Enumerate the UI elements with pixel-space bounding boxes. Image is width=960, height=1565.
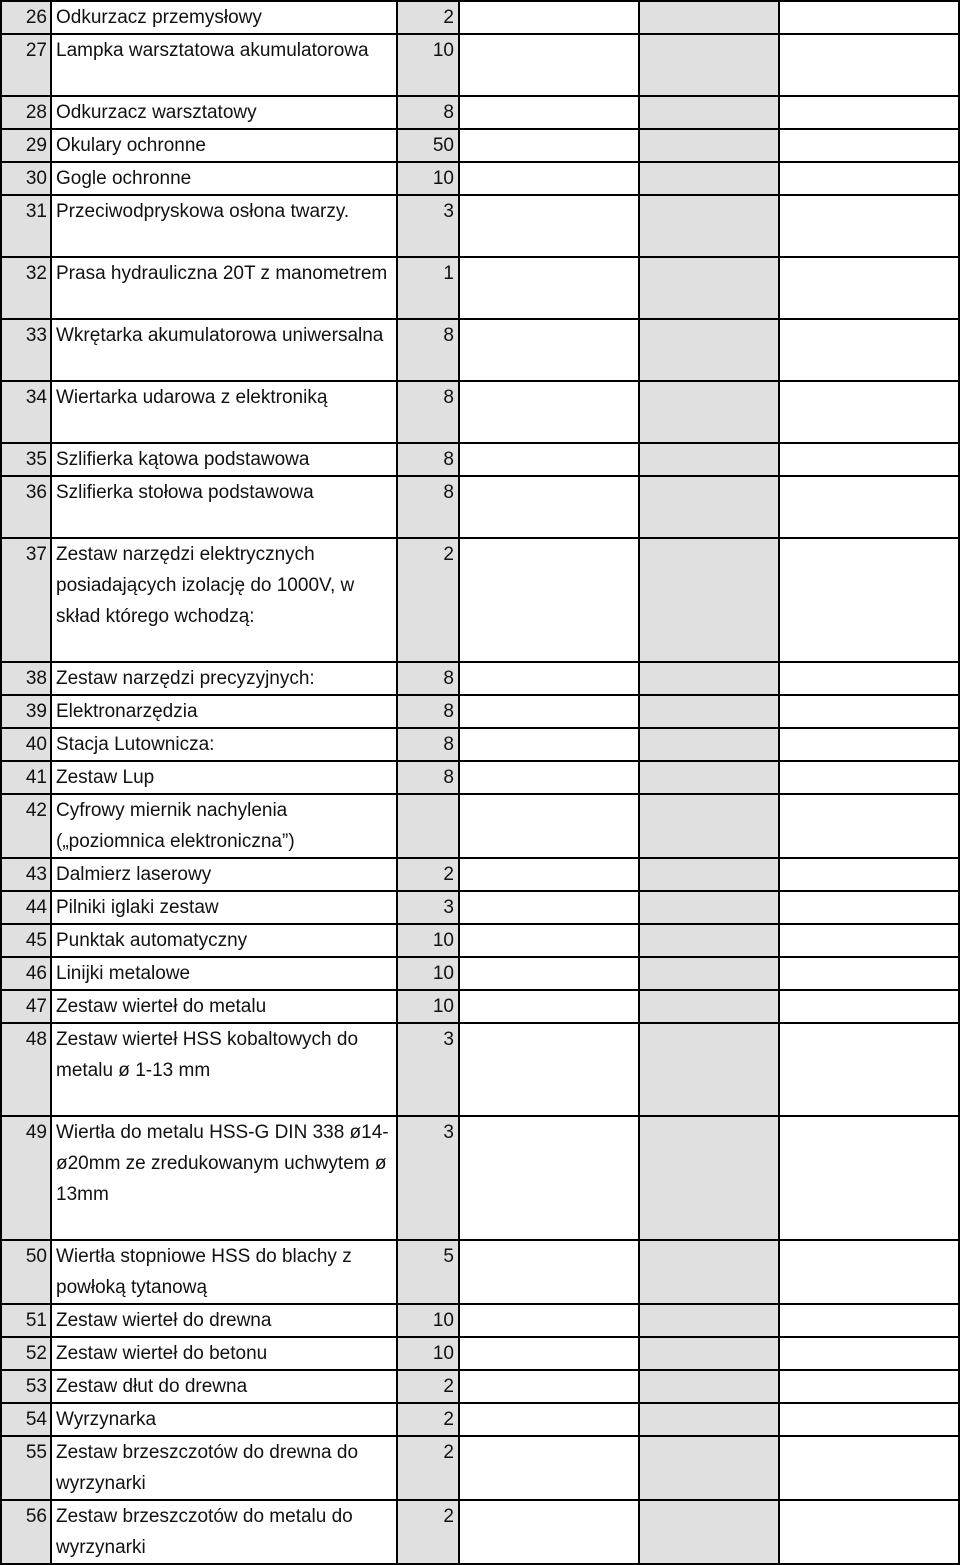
empty-cell bbox=[779, 257, 959, 319]
row-number-cell: 31 bbox=[1, 195, 51, 257]
row-number-cell: 29 bbox=[1, 129, 51, 162]
item-name-cell: Zestaw Lup bbox=[51, 761, 397, 794]
empty-cell bbox=[459, 761, 639, 794]
empty-cell bbox=[459, 1500, 639, 1564]
empty-cell bbox=[459, 96, 639, 129]
empty-cell bbox=[639, 443, 779, 476]
quantity-cell: 8 bbox=[397, 96, 459, 129]
row-number-cell: 47 bbox=[1, 990, 51, 1023]
table-row bbox=[1, 695, 959, 728]
item-name-cell: Okulary ochronne bbox=[51, 129, 397, 162]
empty-cell bbox=[459, 1304, 639, 1337]
empty-cell bbox=[639, 162, 779, 195]
row-number-cell: 46 bbox=[1, 957, 51, 990]
row-number-cell: 38 bbox=[1, 662, 51, 695]
quantity-cell: 8 bbox=[397, 319, 459, 381]
empty-cell bbox=[459, 129, 639, 162]
empty-cell bbox=[639, 1370, 779, 1403]
quantity-cell: 2 bbox=[397, 1403, 459, 1436]
table-row bbox=[1, 662, 959, 695]
quantity-cell: 3 bbox=[397, 891, 459, 924]
row-number-cell: 43 bbox=[1, 858, 51, 891]
empty-cell bbox=[639, 858, 779, 891]
row-number-cell: 28 bbox=[1, 96, 51, 129]
empty-cell bbox=[459, 381, 639, 443]
quantity-cell: 8 bbox=[397, 381, 459, 443]
empty-cell bbox=[639, 1, 779, 34]
quantity-cell: 2 bbox=[397, 858, 459, 891]
quantity-cell: 10 bbox=[397, 990, 459, 1023]
empty-cell bbox=[639, 1403, 779, 1436]
empty-cell bbox=[459, 662, 639, 695]
empty-cell bbox=[779, 1240, 959, 1304]
empty-cell bbox=[779, 957, 959, 990]
item-name-cell: Wiertła do metalu HSS-G DIN 338 ø14-ø20mm ze zredukowanym uchwytem ø 13mm bbox=[51, 1116, 397, 1240]
empty-cell bbox=[779, 538, 959, 662]
quantity-cell: 10 bbox=[397, 957, 459, 990]
empty-cell bbox=[779, 1, 959, 34]
item-name-cell: Odkurzacz warsztatowy bbox=[51, 96, 397, 129]
table-row bbox=[1, 257, 959, 319]
empty-cell bbox=[779, 319, 959, 381]
item-name-cell: Wiertarka udarowa z elektroniką bbox=[51, 381, 397, 443]
empty-cell bbox=[639, 1023, 779, 1116]
empty-cell bbox=[639, 1116, 779, 1240]
empty-cell bbox=[639, 1436, 779, 1500]
table-row bbox=[1, 1500, 959, 1564]
item-name-cell: Prasa hydrauliczna 20T z manometrem bbox=[51, 257, 397, 319]
table-row bbox=[1, 319, 959, 381]
item-name-cell: Gogle ochronne bbox=[51, 162, 397, 195]
empty-cell bbox=[459, 1337, 639, 1370]
quantity-cell: 10 bbox=[397, 1337, 459, 1370]
empty-cell bbox=[779, 1023, 959, 1116]
row-number-cell: 51 bbox=[1, 1304, 51, 1337]
empty-cell bbox=[639, 381, 779, 443]
empty-cell bbox=[459, 924, 639, 957]
empty-cell bbox=[459, 1403, 639, 1436]
item-name-cell: Odkurzacz przemysłowy bbox=[51, 1, 397, 34]
empty-cell bbox=[459, 858, 639, 891]
empty-cell bbox=[459, 1023, 639, 1116]
row-number-cell: 32 bbox=[1, 257, 51, 319]
empty-cell bbox=[639, 1304, 779, 1337]
empty-cell bbox=[639, 34, 779, 96]
item-name-cell: Zestaw wierteł do betonu bbox=[51, 1337, 397, 1370]
item-name-cell: Stacja Lutownicza: bbox=[51, 728, 397, 761]
row-number-cell: 54 bbox=[1, 1403, 51, 1436]
item-name-cell: Zestaw dłut do drewna bbox=[51, 1370, 397, 1403]
quantity-cell: 8 bbox=[397, 761, 459, 794]
row-number-cell: 45 bbox=[1, 924, 51, 957]
empty-cell bbox=[459, 195, 639, 257]
empty-cell bbox=[459, 319, 639, 381]
item-name-cell: Pilniki iglaki zestaw bbox=[51, 891, 397, 924]
empty-cell bbox=[639, 1500, 779, 1564]
empty-cell bbox=[459, 990, 639, 1023]
empty-cell bbox=[459, 957, 639, 990]
table-row bbox=[1, 1116, 959, 1240]
table-row bbox=[1, 476, 959, 538]
table-row bbox=[1, 794, 959, 858]
item-name-cell: Zestaw wierteł do metalu bbox=[51, 990, 397, 1023]
table-row bbox=[1, 34, 959, 96]
empty-cell bbox=[639, 319, 779, 381]
item-name-cell: Szlifierka stołowa podstawowa bbox=[51, 476, 397, 538]
table-row bbox=[1, 96, 959, 129]
item-name-cell: Zestaw brzeszczotów do metalu do wyrzynarki bbox=[51, 1500, 397, 1564]
table-row bbox=[1, 129, 959, 162]
quantity-cell: 2 bbox=[397, 538, 459, 662]
table-row bbox=[1, 957, 959, 990]
empty-cell bbox=[779, 129, 959, 162]
empty-cell bbox=[639, 129, 779, 162]
empty-cell bbox=[459, 1370, 639, 1403]
item-name-cell: Przeciwodpryskowa osłona twarzy. bbox=[51, 195, 397, 257]
item-name-cell: Wkrętarka akumulatorowa uniwersalna bbox=[51, 319, 397, 381]
empty-cell bbox=[779, 761, 959, 794]
empty-cell bbox=[779, 1403, 959, 1436]
empty-cell bbox=[779, 1304, 959, 1337]
quantity-cell: 1 bbox=[397, 257, 459, 319]
row-number-cell: 34 bbox=[1, 381, 51, 443]
empty-cell bbox=[639, 476, 779, 538]
quantity-cell: 5 bbox=[397, 1240, 459, 1304]
row-number-cell: 35 bbox=[1, 443, 51, 476]
empty-cell bbox=[779, 695, 959, 728]
empty-cell bbox=[639, 695, 779, 728]
quantity-cell: 10 bbox=[397, 34, 459, 96]
row-number-cell: 50 bbox=[1, 1240, 51, 1304]
row-number-cell: 26 bbox=[1, 1, 51, 34]
row-number-cell: 42 bbox=[1, 794, 51, 858]
empty-cell bbox=[639, 794, 779, 858]
quantity-cell: 3 bbox=[397, 1023, 459, 1116]
empty-cell bbox=[779, 195, 959, 257]
item-name-cell: Szlifierka kątowa podstawowa bbox=[51, 443, 397, 476]
empty-cell bbox=[459, 695, 639, 728]
item-name-cell: Zestaw wierteł HSS kobaltowych do metalu ø 1-13 mm bbox=[51, 1023, 397, 1116]
empty-cell bbox=[779, 662, 959, 695]
table-row bbox=[1, 1304, 959, 1337]
row-number-cell: 30 bbox=[1, 162, 51, 195]
empty-cell bbox=[459, 794, 639, 858]
empty-cell bbox=[459, 257, 639, 319]
empty-cell bbox=[639, 96, 779, 129]
quantity-cell: 50 bbox=[397, 129, 459, 162]
empty-cell bbox=[639, 1337, 779, 1370]
item-name-cell: Zestaw wierteł do drewna bbox=[51, 1304, 397, 1337]
row-number-cell: 33 bbox=[1, 319, 51, 381]
item-name-cell: Cyfrowy miernik nachylenia („poziomnica elektroniczna”) bbox=[51, 794, 397, 858]
table-row bbox=[1, 1436, 959, 1500]
quantity-cell: 8 bbox=[397, 443, 459, 476]
quantity-cell: 2 bbox=[397, 1436, 459, 1500]
empty-cell bbox=[459, 728, 639, 761]
row-number-cell: 55 bbox=[1, 1436, 51, 1500]
empty-cell bbox=[459, 443, 639, 476]
table-row bbox=[1, 538, 959, 662]
quantity-cell: 10 bbox=[397, 924, 459, 957]
row-number-cell: 52 bbox=[1, 1337, 51, 1370]
empty-cell bbox=[779, 794, 959, 858]
table-row bbox=[1, 924, 959, 957]
quantity-cell: 2 bbox=[397, 1, 459, 34]
empty-cell bbox=[639, 195, 779, 257]
empty-cell bbox=[779, 476, 959, 538]
empty-cell bbox=[459, 891, 639, 924]
empty-cell bbox=[639, 662, 779, 695]
quantity-cell: 8 bbox=[397, 662, 459, 695]
empty-cell bbox=[459, 34, 639, 96]
table-row bbox=[1, 195, 959, 257]
empty-cell bbox=[779, 443, 959, 476]
table-row bbox=[1, 381, 959, 443]
empty-cell bbox=[639, 728, 779, 761]
table-row bbox=[1, 990, 959, 1023]
quantity-cell: 8 bbox=[397, 695, 459, 728]
empty-cell bbox=[779, 1436, 959, 1500]
row-number-cell: 49 bbox=[1, 1116, 51, 1240]
empty-cell bbox=[639, 924, 779, 957]
row-number-cell: 39 bbox=[1, 695, 51, 728]
empty-cell bbox=[639, 957, 779, 990]
empty-cell bbox=[779, 1337, 959, 1370]
empty-cell bbox=[779, 1370, 959, 1403]
empty-cell bbox=[779, 1116, 959, 1240]
item-name-cell: Zestaw brzeszczotów do drewna do wyrzynarki bbox=[51, 1436, 397, 1500]
empty-cell bbox=[779, 858, 959, 891]
quantity-cell bbox=[397, 794, 459, 858]
row-number-cell: 41 bbox=[1, 761, 51, 794]
table-row bbox=[1, 728, 959, 761]
quantity-cell: 10 bbox=[397, 1304, 459, 1337]
empty-cell bbox=[639, 538, 779, 662]
item-name-cell: Wyrzynarka bbox=[51, 1403, 397, 1436]
quantity-cell: 2 bbox=[397, 1370, 459, 1403]
quantity-cell: 3 bbox=[397, 195, 459, 257]
equipment-table-body bbox=[1, 1, 959, 1564]
table-row bbox=[1, 761, 959, 794]
item-name-cell: Wiertła stopniowe HSS do blachy z powłoką tytanową bbox=[51, 1240, 397, 1304]
row-number-cell: 27 bbox=[1, 34, 51, 96]
table-row bbox=[1, 1, 959, 34]
item-name-cell: Elektronarzędzia bbox=[51, 695, 397, 728]
empty-cell bbox=[779, 381, 959, 443]
quantity-cell: 2 bbox=[397, 1500, 459, 1564]
item-name-cell: Zestaw narzędzi precyzyjnych: bbox=[51, 662, 397, 695]
item-name-cell: Punktak automatyczny bbox=[51, 924, 397, 957]
quantity-cell: 10 bbox=[397, 162, 459, 195]
empty-cell bbox=[779, 34, 959, 96]
row-number-cell: 53 bbox=[1, 1370, 51, 1403]
row-number-cell: 48 bbox=[1, 1023, 51, 1116]
row-number-cell: 40 bbox=[1, 728, 51, 761]
table-row bbox=[1, 1370, 959, 1403]
table-row bbox=[1, 1403, 959, 1436]
table-row bbox=[1, 162, 959, 195]
empty-cell bbox=[459, 162, 639, 195]
table-row bbox=[1, 1337, 959, 1370]
row-number-cell: 37 bbox=[1, 538, 51, 662]
empty-cell bbox=[459, 1240, 639, 1304]
quantity-cell: 3 bbox=[397, 1116, 459, 1240]
item-name-cell: Lampka warsztatowa akumulatorowa bbox=[51, 34, 397, 96]
empty-cell bbox=[779, 990, 959, 1023]
empty-cell bbox=[459, 538, 639, 662]
empty-cell bbox=[639, 257, 779, 319]
empty-cell bbox=[459, 476, 639, 538]
row-number-cell: 56 bbox=[1, 1500, 51, 1564]
empty-cell bbox=[459, 1116, 639, 1240]
row-number-cell: 44 bbox=[1, 891, 51, 924]
table-row bbox=[1, 891, 959, 924]
item-name-cell: Zestaw narzędzi elektrycznych posiadających izolację do 1000V, w skład którego wchodzą: bbox=[51, 538, 397, 662]
table-row bbox=[1, 1023, 959, 1116]
empty-cell bbox=[779, 728, 959, 761]
quantity-cell: 8 bbox=[397, 728, 459, 761]
quantity-cell: 8 bbox=[397, 476, 459, 538]
empty-cell bbox=[779, 96, 959, 129]
table-row bbox=[1, 1240, 959, 1304]
empty-cell bbox=[639, 761, 779, 794]
empty-cell bbox=[639, 1240, 779, 1304]
empty-cell bbox=[459, 1, 639, 34]
table-row bbox=[1, 443, 959, 476]
item-name-cell: Linijki metalowe bbox=[51, 957, 397, 990]
empty-cell bbox=[639, 990, 779, 1023]
empty-cell bbox=[779, 162, 959, 195]
item-name-cell: Dalmierz laserowy bbox=[51, 858, 397, 891]
empty-cell bbox=[779, 891, 959, 924]
empty-cell bbox=[779, 1500, 959, 1564]
empty-cell bbox=[639, 891, 779, 924]
empty-cell bbox=[459, 1436, 639, 1500]
row-number-cell: 36 bbox=[1, 476, 51, 538]
table-row bbox=[1, 858, 959, 891]
empty-cell bbox=[779, 924, 959, 957]
